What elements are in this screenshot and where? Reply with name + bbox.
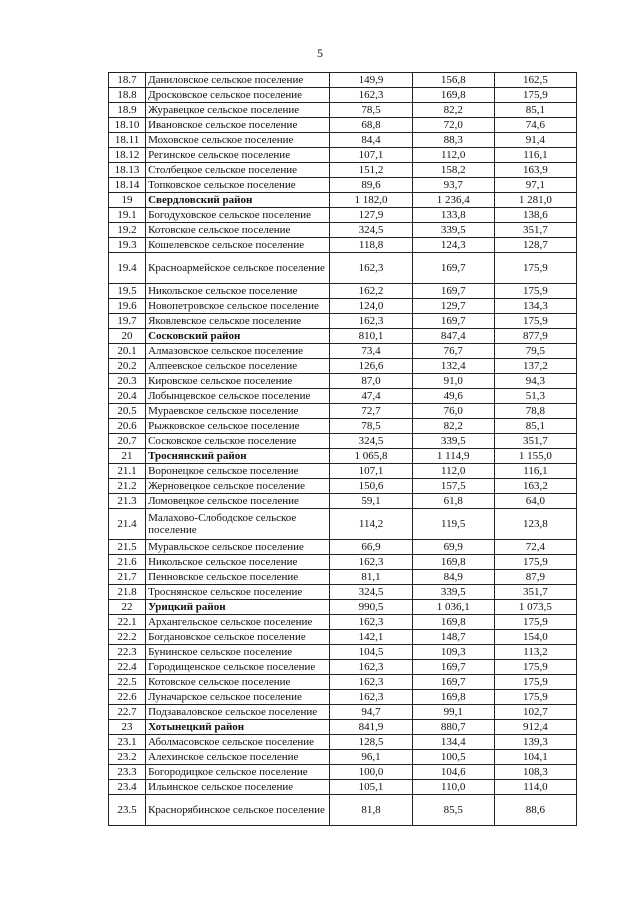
table-row	[109, 570, 577, 585]
value-cell-1: 59,1	[330, 494, 412, 509]
value-cell-2: 112,0	[412, 464, 494, 479]
value-cell-1: 126,6	[330, 359, 412, 374]
row-number-cell: 22.3	[109, 645, 146, 660]
settlement-name-cell: Мураевское сельское поселение	[146, 404, 330, 419]
value-cell-1: 128,5	[330, 735, 412, 750]
value-cell-3: 85,1	[494, 419, 576, 434]
value-cell-1: 151,2	[330, 163, 412, 178]
settlement-name-cell: Малахово-Слободское сельское поселение	[146, 509, 330, 540]
value-cell-3: 88,6	[494, 795, 576, 826]
value-cell-3: 1 155,0	[494, 449, 576, 464]
value-cell-2: 847,4	[412, 329, 494, 344]
row-number-cell: 20	[109, 329, 146, 344]
value-cell-1: 84,4	[330, 133, 412, 148]
value-cell-1: 107,1	[330, 148, 412, 163]
row-number-cell: 22.4	[109, 660, 146, 675]
value-cell-2: 84,9	[412, 570, 494, 585]
value-cell-2: 69,9	[412, 540, 494, 555]
settlement-name-cell: Красноармейское сельское поселение	[146, 253, 330, 284]
value-cell-3: 87,9	[494, 570, 576, 585]
value-cell-1: 105,1	[330, 780, 412, 795]
row-number-cell: 23.5	[109, 795, 146, 826]
value-cell-3: 123,8	[494, 509, 576, 540]
value-cell-1: 66,9	[330, 540, 412, 555]
table-row	[109, 675, 577, 690]
settlement-name-cell: Городищенское сельское поселение	[146, 660, 330, 675]
value-cell-3: 163,2	[494, 479, 576, 494]
value-cell-2: 133,8	[412, 208, 494, 223]
value-cell-2: 339,5	[412, 585, 494, 600]
row-number-cell: 21.5	[109, 540, 146, 555]
value-cell-1: 124,0	[330, 299, 412, 314]
table-row	[109, 163, 577, 178]
value-cell-2: 169,8	[412, 88, 494, 103]
table-row	[109, 780, 577, 795]
row-number-cell: 20.5	[109, 404, 146, 419]
value-cell-2: 158,2	[412, 163, 494, 178]
table-row	[109, 705, 577, 720]
row-number-cell: 18.11	[109, 133, 146, 148]
value-cell-2: 339,5	[412, 223, 494, 238]
value-cell-2: 93,7	[412, 178, 494, 193]
page-number: 5	[317, 46, 323, 60]
row-number-cell: 20.3	[109, 374, 146, 389]
value-cell-2: 88,3	[412, 133, 494, 148]
table-row	[109, 494, 577, 509]
district-row	[109, 329, 577, 344]
value-cell-2: 82,2	[412, 419, 494, 434]
value-cell-2: 76,0	[412, 404, 494, 419]
value-cell-3: 175,9	[494, 675, 576, 690]
value-cell-2: 169,7	[412, 284, 494, 299]
value-cell-1: 324,5	[330, 585, 412, 600]
row-number-cell: 21.1	[109, 464, 146, 479]
value-cell-2: 100,5	[412, 750, 494, 765]
value-cell-2: 169,7	[412, 314, 494, 329]
value-cell-2: 119,5	[412, 509, 494, 540]
table-row	[109, 208, 577, 223]
table-row	[109, 555, 577, 570]
value-cell-3: 351,7	[494, 434, 576, 449]
value-cell-3: 175,9	[494, 314, 576, 329]
value-cell-2: 169,8	[412, 555, 494, 570]
table-row	[109, 690, 577, 705]
settlement-name-cell: Хотынецкий район	[146, 720, 330, 735]
value-cell-3: 175,9	[494, 253, 576, 284]
value-cell-3: 51,3	[494, 389, 576, 404]
row-number-cell: 21.6	[109, 555, 146, 570]
settlement-name-cell: Новопетровское сельское поселение	[146, 299, 330, 314]
value-cell-3: 175,9	[494, 555, 576, 570]
settlement-name-cell: Богородицкое сельское поселение	[146, 765, 330, 780]
table-row	[109, 645, 577, 660]
settlement-name-cell: Троснянский район	[146, 449, 330, 464]
district-row	[109, 600, 577, 615]
value-cell-3: 154,0	[494, 630, 576, 645]
settlement-name-cell: Сосковский район	[146, 329, 330, 344]
value-cell-3: 78,8	[494, 404, 576, 419]
value-cell-1: 149,9	[330, 73, 412, 88]
district-row	[109, 720, 577, 735]
row-number-cell: 18.12	[109, 148, 146, 163]
value-cell-3: 912,4	[494, 720, 576, 735]
settlement-name-cell: Сосковское сельское поселение	[146, 434, 330, 449]
settlement-name-cell: Даниловское сельское поселение	[146, 73, 330, 88]
value-cell-1: 162,3	[330, 660, 412, 675]
table-row	[109, 615, 577, 630]
settlement-name-cell: Троснянское сельское поселение	[146, 585, 330, 600]
value-cell-1: 1 065,8	[330, 449, 412, 464]
table-row	[109, 359, 577, 374]
settlement-name-cell: Столбецкое сельское поселение	[146, 163, 330, 178]
settlement-name-cell: Свердловский район	[146, 193, 330, 208]
row-number-cell: 19.5	[109, 284, 146, 299]
value-cell-1: 94,7	[330, 705, 412, 720]
settlement-name-cell: Архангельское сельское поселение	[146, 615, 330, 630]
value-cell-3: 1 281,0	[494, 193, 576, 208]
settlement-name-cell: Богдановское сельское поселение	[146, 630, 330, 645]
settlement-name-cell: Котовское сельское поселение	[146, 223, 330, 238]
value-cell-2: 61,8	[412, 494, 494, 509]
value-cell-2: 129,7	[412, 299, 494, 314]
row-number-cell: 21.3	[109, 494, 146, 509]
settlement-name-cell: Воронецкое сельское поселение	[146, 464, 330, 479]
row-number-cell: 19.7	[109, 314, 146, 329]
settlement-name-cell: Регинское сельское поселение	[146, 148, 330, 163]
value-cell-1: 104,5	[330, 645, 412, 660]
value-cell-1: 81,8	[330, 795, 412, 826]
value-cell-1: 127,9	[330, 208, 412, 223]
settlement-name-cell: Журавецкое сельское поселение	[146, 103, 330, 118]
value-cell-2: 104,6	[412, 765, 494, 780]
row-number-cell: 18.7	[109, 73, 146, 88]
value-cell-1: 162,3	[330, 555, 412, 570]
row-number-cell: 23.2	[109, 750, 146, 765]
value-cell-1: 100,0	[330, 765, 412, 780]
value-cell-1: 81,1	[330, 570, 412, 585]
table-row	[109, 750, 577, 765]
value-cell-1: 78,5	[330, 419, 412, 434]
value-cell-2: 72,0	[412, 118, 494, 133]
settlement-name-cell: Яковлевское сельское поселение	[146, 314, 330, 329]
row-number-cell: 20.6	[109, 419, 146, 434]
settlement-name-cell: Дросковское сельское поселение	[146, 88, 330, 103]
value-cell-2: 169,8	[412, 690, 494, 705]
table-row	[109, 314, 577, 329]
settlement-name-cell: Моховское сельское поселение	[146, 133, 330, 148]
value-cell-1: 1 182,0	[330, 193, 412, 208]
value-cell-2: 339,5	[412, 434, 494, 449]
row-number-cell: 23.1	[109, 735, 146, 750]
value-cell-2: 1 114,9	[412, 449, 494, 464]
value-cell-2: 148,7	[412, 630, 494, 645]
value-cell-3: 162,5	[494, 73, 576, 88]
settlement-name-cell: Подзаваловское сельское поселение	[146, 705, 330, 720]
value-cell-3: 85,1	[494, 103, 576, 118]
value-cell-2: 112,0	[412, 148, 494, 163]
settlement-name-cell: Котовское сельское поселение	[146, 675, 330, 690]
settlement-name-cell: Никольское сельское поселение	[146, 555, 330, 570]
value-cell-1: 990,5	[330, 600, 412, 615]
table-row	[109, 88, 577, 103]
table-row	[109, 374, 577, 389]
value-cell-2: 91,0	[412, 374, 494, 389]
district-row	[109, 449, 577, 464]
row-number-cell: 20.2	[109, 359, 146, 374]
value-cell-3: 94,3	[494, 374, 576, 389]
value-cell-1: 107,1	[330, 464, 412, 479]
row-number-cell: 21	[109, 449, 146, 464]
settlement-name-cell: Никольское сельское поселение	[146, 284, 330, 299]
value-cell-2: 156,8	[412, 73, 494, 88]
table-row	[109, 464, 577, 479]
value-cell-2: 49,6	[412, 389, 494, 404]
row-number-cell: 18.9	[109, 103, 146, 118]
row-number-cell: 19.4	[109, 253, 146, 284]
value-cell-3: 137,2	[494, 359, 576, 374]
table-row	[109, 103, 577, 118]
value-cell-1: 162,3	[330, 615, 412, 630]
row-number-cell: 21.2	[109, 479, 146, 494]
settlement-name-cell: Рыжковское сельское поселение	[146, 419, 330, 434]
value-cell-3: 175,9	[494, 88, 576, 103]
value-cell-1: 89,6	[330, 178, 412, 193]
value-cell-1: 47,4	[330, 389, 412, 404]
settlement-name-cell: Пенновское сельское поселение	[146, 570, 330, 585]
settlement-name-cell: Лобынцевское сельское поселение	[146, 389, 330, 404]
value-cell-1: 324,5	[330, 223, 412, 238]
value-cell-1: 87,0	[330, 374, 412, 389]
value-cell-3: 113,2	[494, 645, 576, 660]
table-row	[109, 344, 577, 359]
row-number-cell: 20.7	[109, 434, 146, 449]
value-cell-1: 810,1	[330, 329, 412, 344]
row-number-cell: 18.8	[109, 88, 146, 103]
value-cell-1: 162,3	[330, 690, 412, 705]
value-cell-2: 124,3	[412, 238, 494, 253]
row-number-cell: 18.14	[109, 178, 146, 193]
table-row	[109, 118, 577, 133]
value-cell-3: 72,4	[494, 540, 576, 555]
value-cell-1: 118,8	[330, 238, 412, 253]
settlement-name-cell: Алехинское сельское поселение	[146, 750, 330, 765]
settlement-name-cell: Алмазовское сельское поселение	[146, 344, 330, 359]
value-cell-2: 134,4	[412, 735, 494, 750]
row-number-cell: 19.1	[109, 208, 146, 223]
value-cell-2: 132,4	[412, 359, 494, 374]
row-number-cell: 22.6	[109, 690, 146, 705]
value-cell-3: 175,9	[494, 615, 576, 630]
row-number-cell: 21.8	[109, 585, 146, 600]
value-cell-3: 108,3	[494, 765, 576, 780]
value-cell-3: 134,3	[494, 299, 576, 314]
row-number-cell: 19	[109, 193, 146, 208]
settlements-table	[108, 72, 577, 826]
value-cell-1: 142,1	[330, 630, 412, 645]
value-cell-1: 73,4	[330, 344, 412, 359]
value-cell-1: 72,7	[330, 404, 412, 419]
row-number-cell: 19.6	[109, 299, 146, 314]
value-cell-1: 324,5	[330, 434, 412, 449]
table-row	[109, 299, 577, 314]
value-cell-2: 169,7	[412, 253, 494, 284]
value-cell-1: 114,2	[330, 509, 412, 540]
table-row	[109, 223, 577, 238]
value-cell-1: 162,3	[330, 675, 412, 690]
value-cell-3: 351,7	[494, 585, 576, 600]
value-cell-3: 163,9	[494, 163, 576, 178]
table-row	[109, 419, 577, 434]
value-cell-3: 116,1	[494, 464, 576, 479]
value-cell-1: 162,3	[330, 253, 412, 284]
table-row	[109, 795, 577, 826]
value-cell-3: 79,5	[494, 344, 576, 359]
value-cell-2: 82,2	[412, 103, 494, 118]
value-cell-2: 169,7	[412, 660, 494, 675]
table-row	[109, 238, 577, 253]
row-number-cell: 22.5	[109, 675, 146, 690]
row-number-cell: 18.10	[109, 118, 146, 133]
settlement-name-cell: Ивановское сельское поселение	[146, 118, 330, 133]
value-cell-3: 1 073,5	[494, 600, 576, 615]
settlement-name-cell: Бунинское сельское поселение	[146, 645, 330, 660]
value-cell-2: 85,5	[412, 795, 494, 826]
value-cell-2: 169,8	[412, 615, 494, 630]
table-row	[109, 585, 577, 600]
settlement-name-cell: Кошелевское сельское поселение	[146, 238, 330, 253]
value-cell-3: 175,9	[494, 284, 576, 299]
row-number-cell: 22.1	[109, 615, 146, 630]
row-number-cell: 21.4	[109, 509, 146, 540]
table-row	[109, 479, 577, 494]
settlement-name-cell: Топковское сельское поселение	[146, 178, 330, 193]
value-cell-2: 880,7	[412, 720, 494, 735]
table-row	[109, 509, 577, 540]
table-row	[109, 178, 577, 193]
value-cell-2: 169,7	[412, 675, 494, 690]
table-row	[109, 148, 577, 163]
row-number-cell: 23.4	[109, 780, 146, 795]
table-row	[109, 434, 577, 449]
value-cell-3: 91,4	[494, 133, 576, 148]
table-row	[109, 73, 577, 88]
value-cell-3: 114,0	[494, 780, 576, 795]
value-cell-3: 74,6	[494, 118, 576, 133]
table-row	[109, 630, 577, 645]
value-cell-2: 99,1	[412, 705, 494, 720]
row-number-cell: 22.7	[109, 705, 146, 720]
value-cell-1: 96,1	[330, 750, 412, 765]
value-cell-3: 138,6	[494, 208, 576, 223]
settlement-name-cell: Аболмасовское сельское поселение	[146, 735, 330, 750]
row-number-cell: 20.1	[109, 344, 146, 359]
value-cell-2: 109,3	[412, 645, 494, 660]
settlement-name-cell: Краснорябинское сельское поселение	[146, 795, 330, 826]
row-number-cell: 19.3	[109, 238, 146, 253]
table-body	[109, 73, 577, 826]
value-cell-1: 841,9	[330, 720, 412, 735]
row-number-cell: 18.13	[109, 163, 146, 178]
value-cell-3: 104,1	[494, 750, 576, 765]
value-cell-3: 128,7	[494, 238, 576, 253]
settlement-name-cell: Урицкий район	[146, 600, 330, 615]
value-cell-3: 116,1	[494, 148, 576, 163]
settlement-name-cell: Ломовецкое сельское поселение	[146, 494, 330, 509]
settlement-name-cell: Ильинское сельское поселение	[146, 780, 330, 795]
value-cell-1: 162,3	[330, 88, 412, 103]
value-cell-3: 175,9	[494, 660, 576, 675]
settlement-name-cell: Луначарское сельское поселение	[146, 690, 330, 705]
value-cell-2: 1 236,4	[412, 193, 494, 208]
value-cell-1: 78,5	[330, 103, 412, 118]
table-row	[109, 253, 577, 284]
value-cell-3: 139,3	[494, 735, 576, 750]
settlement-name-cell: Муравльское сельское поселение	[146, 540, 330, 555]
settlement-name-cell: Жерновецкое сельское поселение	[146, 479, 330, 494]
row-number-cell: 20.4	[109, 389, 146, 404]
settlement-name-cell: Кировское сельское поселение	[146, 374, 330, 389]
row-number-cell: 21.7	[109, 570, 146, 585]
value-cell-2: 1 036,1	[412, 600, 494, 615]
table-row	[109, 540, 577, 555]
district-row	[109, 193, 577, 208]
value-cell-3: 175,9	[494, 690, 576, 705]
settlement-name-cell: Алпеевское сельское поселение	[146, 359, 330, 374]
value-cell-2: 110,0	[412, 780, 494, 795]
value-cell-1: 162,2	[330, 284, 412, 299]
table-row	[109, 404, 577, 419]
value-cell-2: 157,5	[412, 479, 494, 494]
settlement-name-cell: Богодуховское сельское поселение	[146, 208, 330, 223]
value-cell-2: 76,7	[412, 344, 494, 359]
table-row	[109, 389, 577, 404]
value-cell-3: 102,7	[494, 705, 576, 720]
table-row	[109, 765, 577, 780]
table-row	[109, 284, 577, 299]
value-cell-3: 97,1	[494, 178, 576, 193]
value-cell-1: 150,6	[330, 479, 412, 494]
value-cell-3: 877,9	[494, 329, 576, 344]
row-number-cell: 19.2	[109, 223, 146, 238]
table-row	[109, 735, 577, 750]
value-cell-1: 162,3	[330, 314, 412, 329]
row-number-cell: 22	[109, 600, 146, 615]
table-row	[109, 660, 577, 675]
row-number-cell: 23	[109, 720, 146, 735]
value-cell-1: 68,8	[330, 118, 412, 133]
table-row	[109, 133, 577, 148]
row-number-cell: 23.3	[109, 765, 146, 780]
value-cell-3: 351,7	[494, 223, 576, 238]
value-cell-3: 64,0	[494, 494, 576, 509]
row-number-cell: 22.2	[109, 630, 146, 645]
